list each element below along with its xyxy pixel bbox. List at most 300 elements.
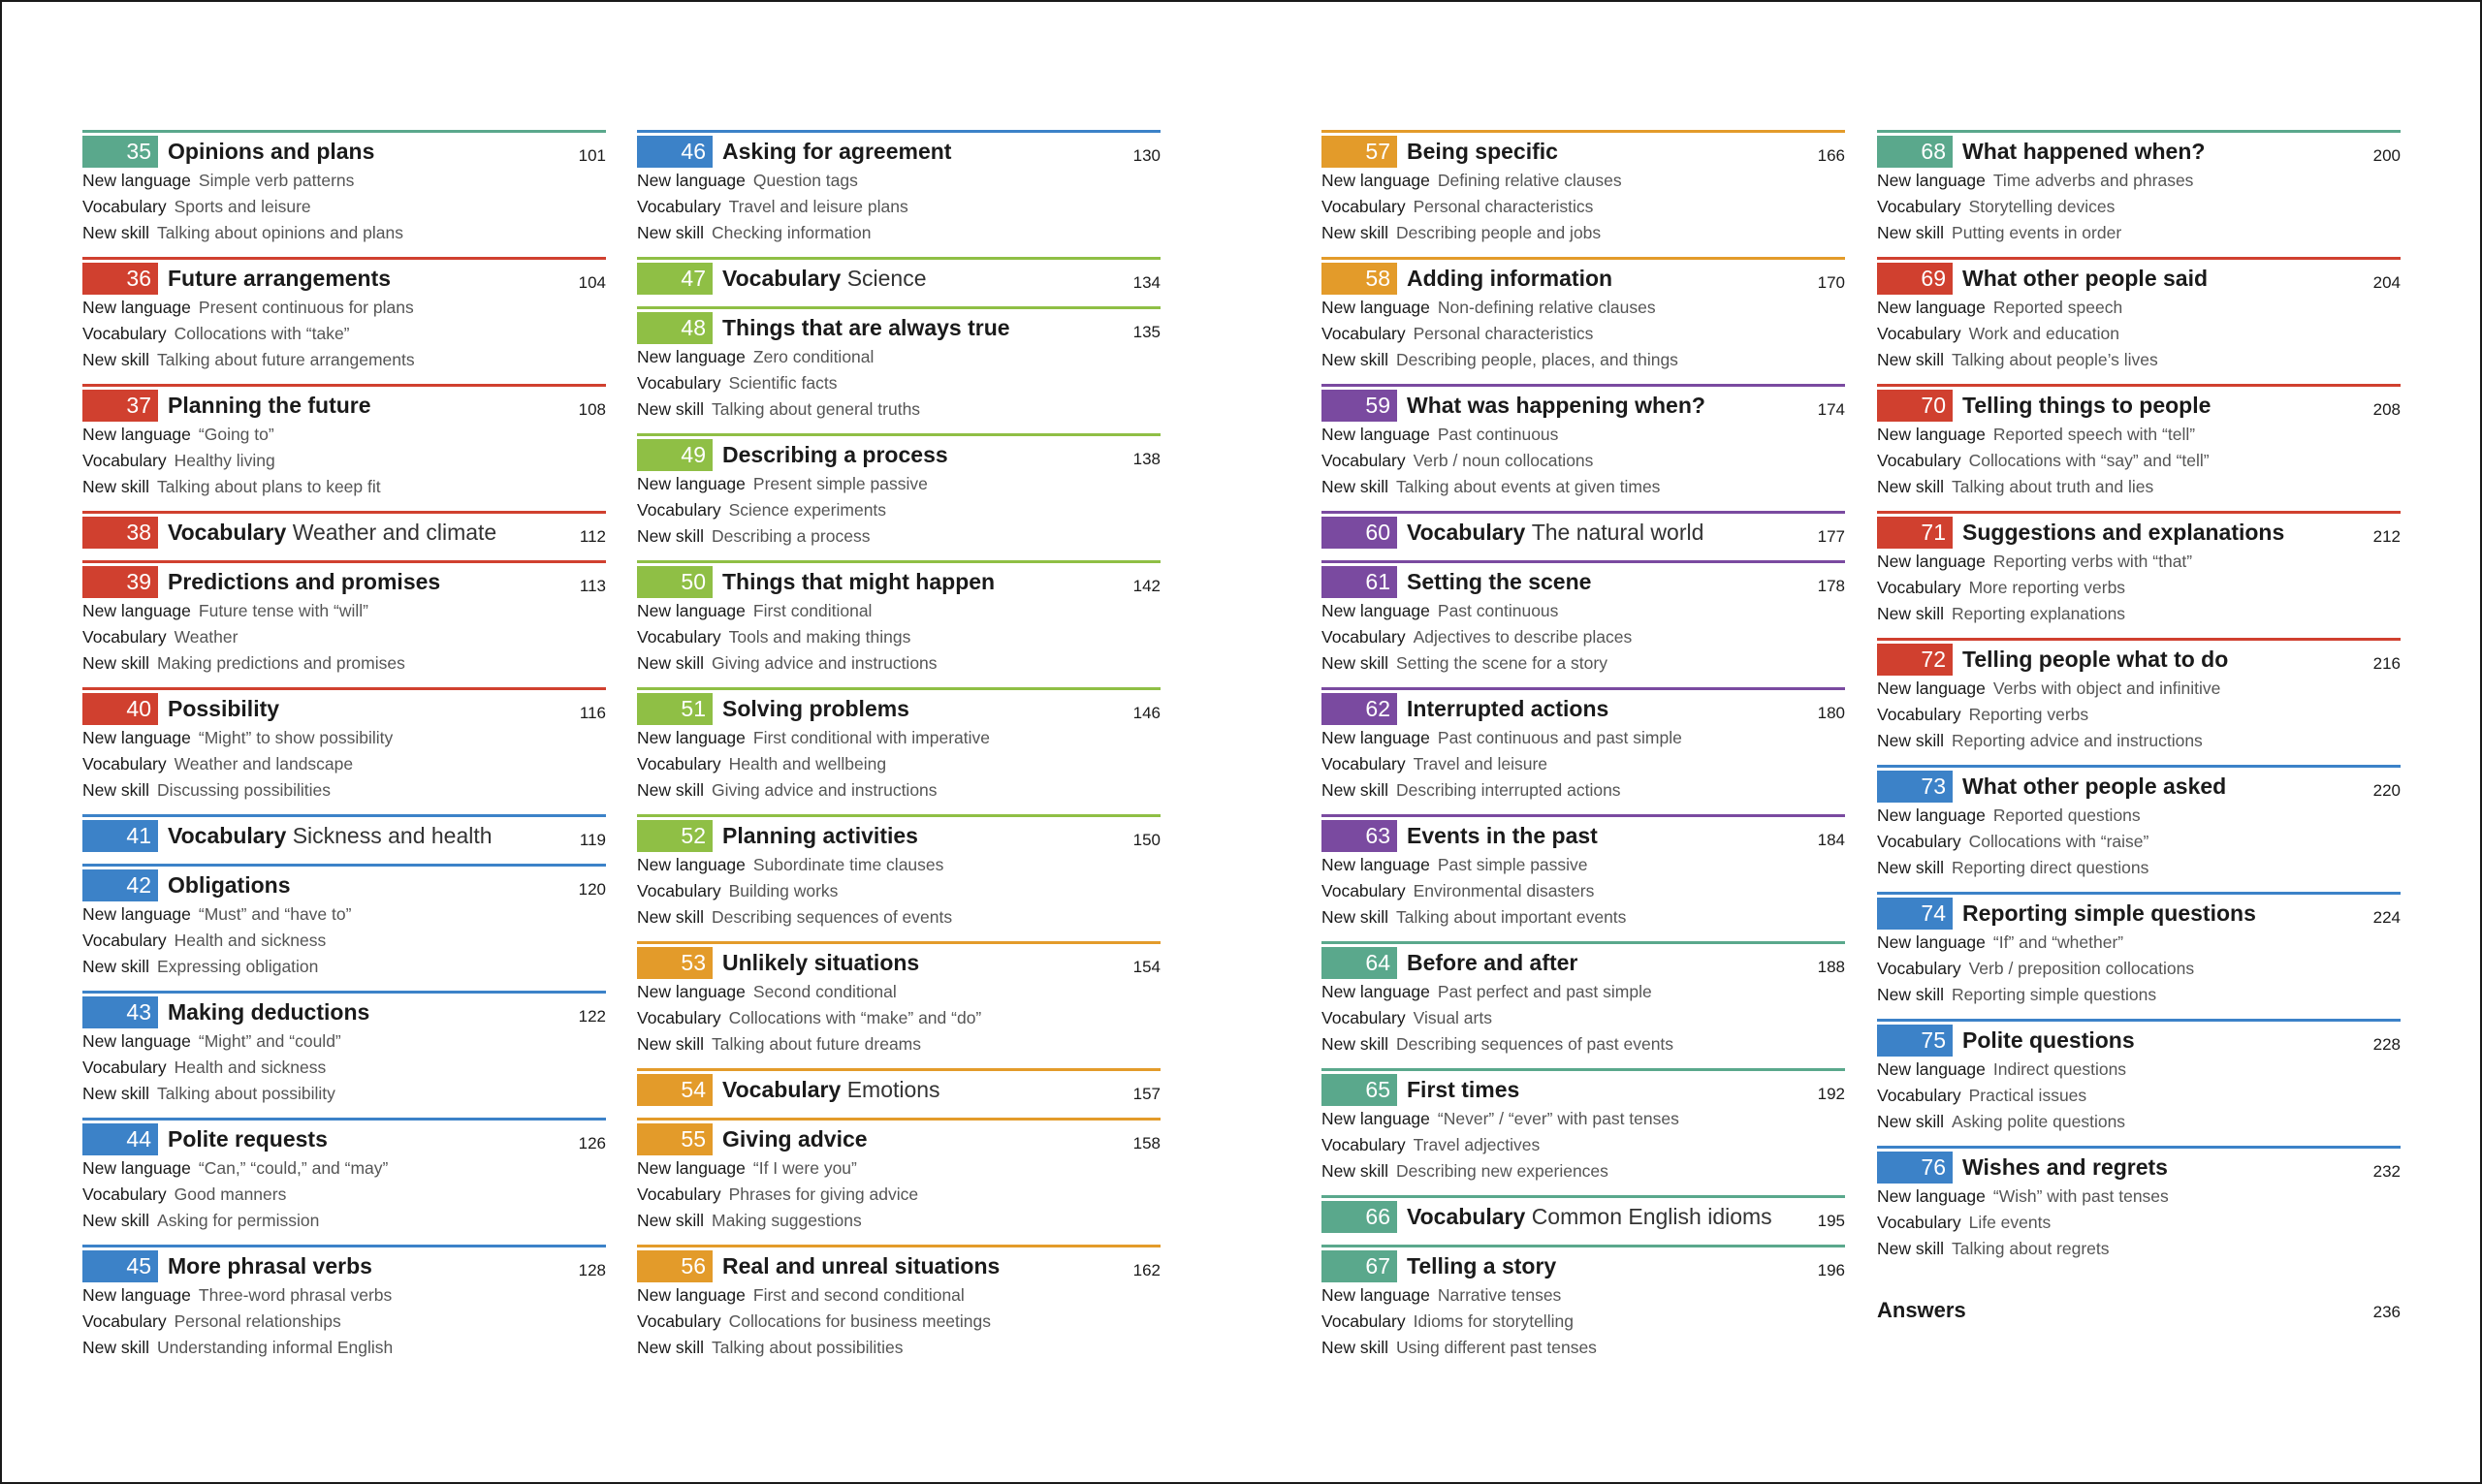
entry-detail-line bbox=[637, 1182, 1161, 1208]
unit-number: 43 bbox=[82, 996, 158, 1028]
unit-subtitle: Common English idioms bbox=[1531, 1204, 1772, 1229]
entry-heading bbox=[637, 1074, 1161, 1106]
detail-value: Past continuous and past simple bbox=[1437, 728, 1682, 747]
unit-subtitle: Weather and climate bbox=[292, 520, 497, 545]
unit-number: 40 bbox=[82, 693, 158, 725]
page-number: 196 bbox=[1817, 1261, 1845, 1279]
detail-label: New skill bbox=[1877, 477, 1945, 496]
entry-detail-line bbox=[1877, 575, 2401, 601]
detail-label: New language bbox=[1877, 679, 1986, 698]
entry-detail-line bbox=[82, 448, 606, 474]
toc-entry-69[interactable] bbox=[1877, 257, 2401, 384]
toc-entry-76[interactable] bbox=[1877, 1146, 2401, 1273]
detail-label: New skill bbox=[1877, 223, 1945, 242]
detail-value: Past continuous bbox=[1437, 425, 1559, 444]
detail-label: Vocabulary bbox=[1321, 197, 1406, 216]
detail-label: New language bbox=[1321, 601, 1430, 620]
toc-entry-61[interactable] bbox=[1321, 560, 1845, 687]
toc-entry-37[interactable] bbox=[82, 384, 606, 511]
detail-label: Vocabulary bbox=[637, 627, 721, 647]
unit-title-text: Vocabulary bbox=[168, 520, 287, 545]
entry-detail-line bbox=[637, 1335, 1161, 1361]
detail-value: Personal characteristics bbox=[1413, 197, 1594, 216]
detail-value: Building works bbox=[728, 881, 839, 900]
detail-value: Collocations with “say” and “tell” bbox=[1968, 451, 2210, 470]
entry-detail-line bbox=[1321, 1158, 1845, 1184]
detail-label: New language bbox=[82, 904, 191, 924]
entry-detail-line bbox=[82, 321, 606, 347]
detail-label: New skill bbox=[1321, 1034, 1389, 1054]
toc-entry-71[interactable] bbox=[1877, 511, 2401, 638]
detail-label: Vocabulary bbox=[637, 373, 721, 393]
toc-entry-52[interactable] bbox=[637, 814, 1161, 941]
unit-number: 51 bbox=[637, 693, 713, 725]
entry-detail-line bbox=[82, 1282, 606, 1309]
entry-detail-line bbox=[82, 624, 606, 650]
toc-entry-40[interactable] bbox=[82, 687, 606, 814]
detail-value: Defining relative clauses bbox=[1437, 171, 1622, 190]
detail-value: “Might” to show possibility bbox=[198, 728, 394, 747]
toc-entry-45[interactable] bbox=[82, 1245, 606, 1372]
detail-label: Vocabulary bbox=[1877, 1086, 1961, 1105]
unit-number: 44 bbox=[82, 1123, 158, 1155]
entry-detail-line bbox=[82, 725, 606, 751]
page-number: 101 bbox=[578, 146, 606, 165]
toc-entry-65[interactable] bbox=[1321, 1068, 1845, 1195]
detail-value: Future tense with “will” bbox=[198, 601, 368, 620]
detail-value: Discussing possibilities bbox=[157, 780, 332, 800]
toc-entry-58[interactable] bbox=[1321, 257, 1845, 384]
entry-heading bbox=[637, 263, 1161, 295]
detail-label: Vocabulary bbox=[1321, 324, 1406, 343]
toc-entry-43[interactable] bbox=[82, 991, 606, 1118]
detail-label: New skill bbox=[1877, 985, 1945, 1004]
entry-detail-line bbox=[1321, 624, 1845, 650]
toc-entry-47[interactable] bbox=[637, 257, 1161, 306]
detail-value: Past simple passive bbox=[1437, 855, 1588, 874]
detail-value: Verb / preposition collocations bbox=[1968, 959, 2195, 978]
entry-detail-line bbox=[637, 904, 1161, 931]
unit-title bbox=[722, 696, 909, 722]
unit-title-text: Opinions and plans bbox=[168, 139, 375, 164]
detail-value: Science experiments bbox=[728, 500, 887, 520]
detail-value: Talking about plans to keep fit bbox=[157, 477, 381, 496]
entry-detail-line bbox=[1321, 979, 1845, 1005]
detail-value: Past continuous bbox=[1437, 601, 1559, 620]
unit-number: 62 bbox=[1321, 693, 1397, 725]
entry-detail-line bbox=[1321, 474, 1845, 500]
detail-value: Zero conditional bbox=[752, 347, 875, 366]
detail-label: New skill bbox=[637, 1338, 705, 1357]
entry-detail-line bbox=[637, 1155, 1161, 1182]
detail-value: Talking about future arrangements bbox=[157, 350, 415, 369]
entry-detail-line bbox=[82, 1028, 606, 1055]
detail-value: “Can,” “could,” and “may” bbox=[198, 1158, 389, 1178]
toc-entry-50[interactable] bbox=[637, 560, 1161, 687]
entry-detail-line bbox=[637, 370, 1161, 396]
unit-title-text: Vocabulary bbox=[722, 266, 842, 291]
answers-page-number: 236 bbox=[2372, 1303, 2401, 1321]
entry-detail-line bbox=[1321, 422, 1845, 448]
page-number: 192 bbox=[1817, 1085, 1845, 1103]
detail-value: Talking about future dreams bbox=[712, 1034, 922, 1054]
page-number: 166 bbox=[1817, 146, 1845, 165]
unit-subtitle: Emotions bbox=[846, 1077, 940, 1102]
detail-label: New language bbox=[1877, 298, 1986, 317]
unit-title bbox=[1407, 139, 1558, 165]
entry-heading bbox=[1877, 898, 2401, 930]
unit-title-text: Telling things to people bbox=[1962, 393, 2212, 418]
detail-label: New language bbox=[637, 855, 746, 874]
entry-heading bbox=[1877, 771, 2401, 803]
detail-label: New language bbox=[637, 1158, 746, 1178]
detail-value: Environmental disasters bbox=[1413, 881, 1595, 900]
unit-title bbox=[722, 266, 927, 292]
detail-label: New skill bbox=[82, 780, 150, 800]
unit-title bbox=[722, 1126, 868, 1152]
detail-value: Asking for permission bbox=[157, 1211, 320, 1230]
entry-detail-line bbox=[1877, 474, 2401, 500]
toc-entry-55[interactable] bbox=[637, 1118, 1161, 1245]
toc-entry-53[interactable] bbox=[637, 941, 1161, 1068]
unit-number: 54 bbox=[637, 1074, 713, 1106]
page-number: 216 bbox=[2372, 654, 2401, 673]
toc-entry-70[interactable] bbox=[1877, 384, 2401, 511]
toc-entry-67[interactable] bbox=[1321, 1245, 1845, 1372]
unit-title bbox=[1962, 393, 2211, 419]
detail-value: Reporting advice and instructions bbox=[1952, 731, 2203, 750]
detail-label: New skill bbox=[637, 653, 705, 673]
detail-label: Vocabulary bbox=[1877, 959, 1961, 978]
toc-entry-48[interactable] bbox=[637, 306, 1161, 433]
detail-value: Describing interrupted actions bbox=[1396, 780, 1621, 800]
detail-value: Life events bbox=[1968, 1213, 2052, 1232]
entry-detail-line bbox=[1321, 904, 1845, 931]
detail-label: New skill bbox=[637, 1211, 705, 1230]
entry-detail-line bbox=[637, 194, 1161, 220]
entry-detail-line bbox=[1877, 448, 2401, 474]
detail-value: First conditional with imperative bbox=[752, 728, 991, 747]
entry-detail-line bbox=[82, 928, 606, 954]
detail-label: Vocabulary bbox=[82, 324, 167, 343]
detail-value: Describing people, places, and things bbox=[1396, 350, 1678, 369]
unit-title bbox=[1962, 139, 2205, 165]
page-number: 134 bbox=[1132, 273, 1161, 292]
page-number: 224 bbox=[2372, 908, 2401, 927]
toc-entry-51[interactable] bbox=[637, 687, 1161, 814]
detail-value: Reporting direct questions bbox=[1952, 858, 2149, 877]
toc-entry-62[interactable] bbox=[1321, 687, 1845, 814]
entry-detail-line bbox=[82, 751, 606, 777]
entry-heading bbox=[637, 947, 1161, 979]
detail-label: New language bbox=[1321, 728, 1430, 747]
unit-number: 75 bbox=[1877, 1025, 1953, 1057]
detail-value: Sports and leisure bbox=[174, 197, 311, 216]
toc-entry-66[interactable] bbox=[1321, 1195, 1845, 1245]
toc-entry-56[interactable] bbox=[637, 1245, 1161, 1372]
unit-number: 36 bbox=[82, 263, 158, 295]
unit-title bbox=[1962, 900, 2256, 927]
unit-title-text: More phrasal verbs bbox=[168, 1253, 372, 1279]
page-number: 208 bbox=[2372, 400, 2401, 419]
detail-label: New language bbox=[1321, 1109, 1430, 1128]
detail-label: New skill bbox=[1321, 1161, 1389, 1181]
unit-title bbox=[1962, 1154, 2168, 1181]
unit-number: 65 bbox=[1321, 1074, 1397, 1106]
detail-label: New language bbox=[637, 347, 746, 366]
detail-label: New skill bbox=[82, 1338, 150, 1357]
detail-value: Describing a process bbox=[712, 526, 871, 546]
answers-title: Answers bbox=[1877, 1298, 1966, 1322]
detail-label: New skill bbox=[82, 223, 150, 242]
page-number: 174 bbox=[1817, 400, 1845, 419]
unit-title bbox=[1407, 393, 1705, 419]
detail-value: Making suggestions bbox=[712, 1211, 862, 1230]
detail-value: First conditional bbox=[752, 601, 873, 620]
contents-column-3 bbox=[1321, 130, 1845, 1372]
answers-entry[interactable] bbox=[1877, 1298, 2401, 1323]
toc-entry-46[interactable] bbox=[637, 130, 1161, 257]
toc-entry-63[interactable] bbox=[1321, 814, 1845, 941]
entry-detail-line bbox=[1321, 598, 1845, 624]
entry-detail-line bbox=[1877, 1184, 2401, 1210]
toc-entry-64[interactable] bbox=[1321, 941, 1845, 1068]
detail-value: First and second conditional bbox=[752, 1285, 965, 1305]
detail-label: Vocabulary bbox=[82, 627, 167, 647]
toc-entry-75[interactable] bbox=[1877, 1019, 2401, 1146]
unit-title-text: Real and unreal situations bbox=[722, 1253, 1001, 1279]
detail-label: Vocabulary bbox=[637, 881, 721, 900]
unit-title bbox=[168, 872, 291, 899]
detail-value: Talking about important events bbox=[1396, 907, 1627, 927]
detail-value: Time adverbs and phrases bbox=[1992, 171, 2194, 190]
entry-heading bbox=[82, 693, 606, 725]
entry-detail-line bbox=[1877, 601, 2401, 627]
detail-label: New language bbox=[1321, 171, 1430, 190]
unit-title-text: What other people said bbox=[1962, 266, 2209, 291]
detail-value: Indirect questions bbox=[1992, 1059, 2127, 1079]
detail-value: Collocations for business meetings bbox=[728, 1311, 992, 1331]
contents-column-4 bbox=[1877, 130, 2401, 1323]
entry-detail-line bbox=[1321, 650, 1845, 677]
entry-detail-line bbox=[82, 901, 606, 928]
entry-heading bbox=[82, 1123, 606, 1155]
detail-label: New language bbox=[637, 982, 746, 1001]
unit-title-text: Setting the scene bbox=[1407, 569, 1592, 594]
unit-number: 56 bbox=[637, 1250, 713, 1282]
detail-label: Vocabulary bbox=[1321, 881, 1406, 900]
entry-detail-line bbox=[82, 474, 606, 500]
entry-detail-line bbox=[82, 1208, 606, 1234]
toc-entry-74[interactable] bbox=[1877, 892, 2401, 1019]
detail-value: Reporting simple questions bbox=[1952, 985, 2157, 1004]
unit-title bbox=[1407, 1204, 1772, 1230]
detail-value: “Going to” bbox=[198, 425, 274, 444]
unit-subtitle: Sickness and health bbox=[292, 823, 493, 848]
toc-entry-35[interactable] bbox=[82, 130, 606, 257]
entry-detail-line bbox=[82, 1081, 606, 1107]
entry-detail-line bbox=[1877, 676, 2401, 702]
entry-heading bbox=[82, 996, 606, 1028]
unit-title-text: Vocabulary bbox=[1407, 520, 1526, 545]
toc-entry-38[interactable] bbox=[82, 511, 606, 560]
detail-value: “Might” and “could” bbox=[198, 1031, 341, 1051]
detail-label: New language bbox=[82, 1158, 191, 1178]
detail-label: New skill bbox=[82, 957, 150, 976]
detail-label: New language bbox=[637, 171, 746, 190]
detail-label: New language bbox=[637, 728, 746, 747]
detail-label: New language bbox=[82, 298, 191, 317]
detail-label: Vocabulary bbox=[82, 1058, 167, 1077]
entry-detail-line bbox=[82, 347, 606, 373]
toc-entry-73[interactable] bbox=[1877, 765, 2401, 892]
unit-title-text: Polite requests bbox=[168, 1126, 328, 1152]
detail-label: New skill bbox=[1321, 907, 1389, 927]
entry-heading bbox=[1877, 1152, 2401, 1184]
unit-title-text: Vocabulary bbox=[1407, 1204, 1526, 1229]
detail-label: New language bbox=[1877, 552, 1986, 571]
detail-value: Travel and leisure bbox=[1413, 754, 1548, 774]
page-number: 158 bbox=[1132, 1134, 1161, 1152]
entry-detail-line bbox=[1321, 448, 1845, 474]
detail-label: New skill bbox=[1877, 1112, 1945, 1131]
entry-detail-line bbox=[82, 954, 606, 980]
toc-entry-72[interactable] bbox=[1877, 638, 2401, 765]
detail-value: Describing sequences of past events bbox=[1396, 1034, 1674, 1054]
entry-detail-line bbox=[637, 1282, 1161, 1309]
detail-label: New language bbox=[637, 474, 746, 493]
unit-number: 53 bbox=[637, 947, 713, 979]
unit-title-text: Interrupted actions bbox=[1407, 696, 1609, 721]
toc-entry-36[interactable] bbox=[82, 257, 606, 384]
entry-detail-line bbox=[637, 1005, 1161, 1031]
entry-detail-line bbox=[637, 979, 1161, 1005]
detail-label: Vocabulary bbox=[637, 754, 721, 774]
unit-title bbox=[1407, 569, 1591, 595]
entry-heading bbox=[637, 820, 1161, 852]
entry-heading bbox=[1321, 693, 1845, 725]
entry-detail-line bbox=[637, 396, 1161, 423]
toc-entry-42[interactable] bbox=[82, 864, 606, 991]
detail-label: New skill bbox=[637, 223, 705, 242]
detail-label: New skill bbox=[1877, 604, 1945, 623]
detail-value: Reporting verbs with “that” bbox=[1992, 552, 2193, 571]
entry-detail-line bbox=[1877, 956, 2401, 982]
page-number: 113 bbox=[579, 577, 606, 595]
page-number: 200 bbox=[2372, 146, 2401, 165]
page-number: 108 bbox=[578, 400, 606, 419]
toc-entry-41[interactable] bbox=[82, 814, 606, 864]
unit-number: 45 bbox=[82, 1250, 158, 1282]
detail-label: New language bbox=[82, 728, 191, 747]
entry-detail-line bbox=[1321, 194, 1845, 220]
toc-entry-68[interactable] bbox=[1877, 130, 2401, 257]
detail-value: Describing sequences of events bbox=[712, 907, 953, 927]
page-number: 112 bbox=[579, 527, 606, 546]
unit-title bbox=[1407, 1077, 1519, 1103]
toc-entry-60[interactable] bbox=[1321, 511, 1845, 560]
unit-title bbox=[722, 139, 951, 165]
toc-entry-54[interactable] bbox=[637, 1068, 1161, 1118]
entry-detail-line bbox=[637, 878, 1161, 904]
detail-label: New language bbox=[1877, 171, 1986, 190]
unit-title bbox=[1407, 696, 1608, 722]
detail-value: More reporting verbs bbox=[1968, 578, 2126, 597]
detail-value: Talking about general truths bbox=[712, 399, 921, 419]
unit-title-text: Describing a process bbox=[722, 442, 948, 467]
unit-title bbox=[1407, 950, 1577, 976]
detail-value: Personal relationships bbox=[174, 1311, 341, 1331]
entry-detail-line bbox=[637, 777, 1161, 804]
entry-detail-line bbox=[1877, 1210, 2401, 1236]
detail-value: Weather and landscape bbox=[174, 754, 354, 774]
unit-number: 71 bbox=[1877, 517, 1953, 549]
toc-entry-39[interactable] bbox=[82, 560, 606, 687]
entry-detail-line bbox=[637, 344, 1161, 370]
unit-title bbox=[1962, 647, 2228, 673]
unit-number: 46 bbox=[637, 136, 713, 168]
detail-label: New language bbox=[1877, 1186, 1986, 1206]
entry-detail-line bbox=[82, 1182, 606, 1208]
detail-value: Talking about possibility bbox=[157, 1084, 335, 1103]
unit-title bbox=[168, 520, 496, 546]
detail-label: Vocabulary bbox=[637, 500, 721, 520]
detail-value: Travel adjectives bbox=[1413, 1135, 1541, 1154]
entry-detail-line bbox=[1877, 930, 2401, 956]
detail-label: Vocabulary bbox=[82, 754, 167, 774]
entry-detail-line bbox=[637, 1208, 1161, 1234]
entry-detail-line bbox=[637, 624, 1161, 650]
detail-value: Past perfect and past simple bbox=[1437, 982, 1652, 1001]
detail-label: New language bbox=[82, 1285, 191, 1305]
unit-number: 66 bbox=[1321, 1201, 1397, 1233]
entry-detail-line bbox=[82, 777, 606, 804]
entry-detail-line bbox=[637, 220, 1161, 246]
detail-label: New skill bbox=[637, 780, 705, 800]
entry-detail-line bbox=[637, 168, 1161, 194]
page-number: 135 bbox=[1132, 323, 1161, 341]
detail-label: Vocabulary bbox=[82, 1184, 167, 1204]
detail-value: Narrative tenses bbox=[1437, 1285, 1562, 1305]
toc-entry-44[interactable] bbox=[82, 1118, 606, 1245]
detail-label: New language bbox=[637, 1285, 746, 1305]
detail-value: Collocations with “raise” bbox=[1968, 832, 2149, 851]
unit-number: 55 bbox=[637, 1123, 713, 1155]
entry-heading bbox=[1321, 566, 1845, 598]
unit-number: 42 bbox=[82, 869, 158, 901]
detail-value: Health and sickness bbox=[174, 1058, 327, 1077]
page-number: 162 bbox=[1132, 1261, 1161, 1279]
unit-title bbox=[1407, 823, 1598, 849]
detail-value: Talking about events at given times bbox=[1396, 477, 1661, 496]
detail-value: Travel and leisure plans bbox=[728, 197, 908, 216]
page-number: 178 bbox=[1817, 577, 1845, 595]
page-number: 195 bbox=[1817, 1212, 1845, 1230]
unit-title bbox=[168, 139, 374, 165]
page-number: 170 bbox=[1817, 273, 1845, 292]
toc-entry-57[interactable] bbox=[1321, 130, 1845, 257]
unit-number: 64 bbox=[1321, 947, 1397, 979]
entry-detail-line bbox=[82, 1055, 606, 1081]
toc-entry-59[interactable] bbox=[1321, 384, 1845, 511]
detail-value: Collocations with “take” bbox=[174, 324, 350, 343]
toc-entry-49[interactable] bbox=[637, 433, 1161, 560]
unit-number: 49 bbox=[637, 439, 713, 471]
entry-heading bbox=[1321, 947, 1845, 979]
detail-value: Scientific facts bbox=[728, 373, 838, 393]
unit-title-text: Vocabulary bbox=[722, 1077, 842, 1102]
page-number: 120 bbox=[578, 880, 606, 899]
